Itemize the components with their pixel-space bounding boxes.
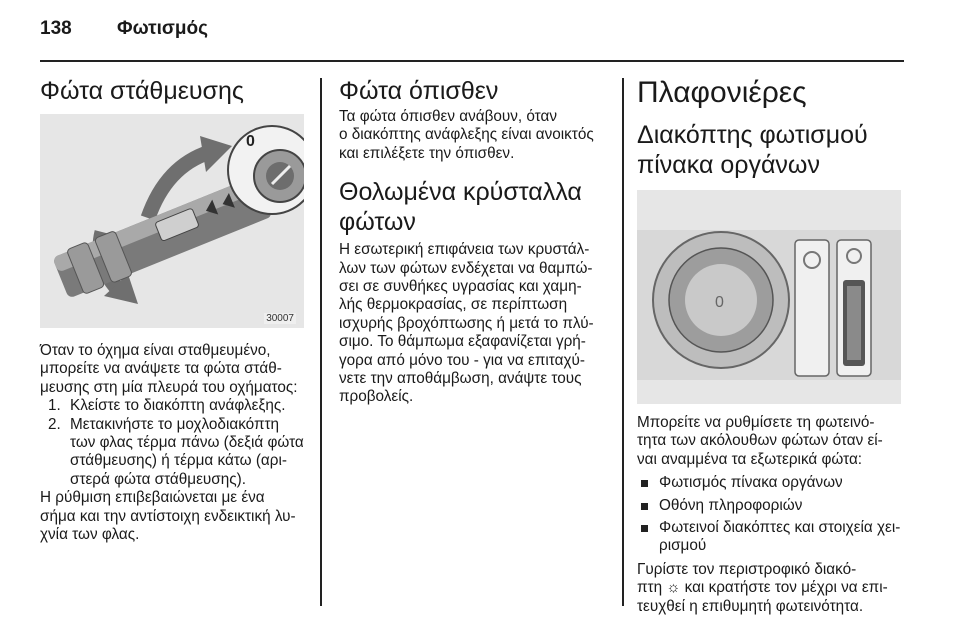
dimmer-outro-line-1: Γυρίστε τον περιστροφικό διακό-: [637, 560, 857, 578]
step-line: Μετακινήστε το μοχλοδιακόπτη: [70, 415, 280, 433]
turn-signal-lever-illustration: [40, 114, 304, 328]
step-line: στάθμευσης) ή τέρμα κάτω (αρι-: [70, 452, 287, 470]
bullet-square-icon: [641, 519, 659, 556]
fogged-line-4: λής θερμοκρασίας, σε περίπτωση: [339, 296, 568, 314]
dimmer-intro-line-1: Μπορείτε να ρυθμίσετε τη φωτεινό-: [637, 414, 875, 431]
section-title: Φωτισμός: [117, 18, 208, 39]
figure-code: 30007: [266, 313, 294, 324]
ignition-off-label: 0: [246, 133, 255, 150]
fogged-line-3: σει σε συνθήκες υγρασίας και χαμη-: [339, 278, 582, 296]
intro-line-3: μευσης στη μία πλευρά του οχήματος:: [40, 378, 298, 396]
dimmer-heading-line-1: Διακόπτης φωτισμού: [637, 121, 868, 149]
bullet-square-icon: [641, 497, 659, 515]
dimmer-switch-heading: [637, 120, 901, 180]
column-middle: [339, 76, 611, 407]
dimmer-outro-line-3: τευχθεί η επιθυμητή φωτεινότητα.: [637, 597, 864, 615]
fogged-heading-line-1: Θολωμένα κρύσταλλα: [339, 178, 582, 207]
column-divider-1: [320, 78, 322, 606]
column-divider-2: [622, 78, 624, 606]
outro-line-3: χνία των φλας.: [40, 526, 140, 544]
list-item: [641, 519, 901, 556]
fogged-line-9: προβολείς.: [339, 388, 414, 406]
bullet-line: Φωτισμός πίνακα οργάνων: [659, 474, 843, 492]
light-switch-panel-illustration: [637, 190, 901, 404]
steps-list: [48, 397, 308, 489]
fogged-line-1: Η εσωτερική επιφάνεια των κρυστάλ-: [339, 241, 590, 259]
bullet-square-icon: [641, 474, 659, 492]
fogged-line-6: σιμο. Το θάμπωμα εξαφανίζεται γρή-: [339, 333, 586, 351]
intro-line-2: μπορείτε να ανάψετε τα φώτα στάθ-: [40, 360, 282, 378]
column-right: [637, 76, 901, 616]
reverse-lights-heading: Φώτα όπισθεν: [339, 77, 499, 105]
dimmer-outro-line-2: πτη ☼ και κρατήστε τον μέχρι να επι-: [637, 579, 888, 597]
page-header: [40, 18, 920, 48]
dimmable-lights-list: [641, 474, 901, 556]
dimmer-intro-line-2: τητα των ακόλουθων φώτων όταν εί-: [637, 432, 883, 450]
list-item: [641, 474, 901, 492]
fogged-line-2: λων των φώτων ενδέχεται να θαμπώ-: [339, 259, 593, 277]
step-line: Κλείστε το διακόπτη ανάφλεξης.: [70, 397, 286, 415]
bullet-line: Φωτεινοί διακόπτες και στοιχεία χει-: [659, 519, 901, 537]
fogged-line-7: γορα από μόνο του - για να επιταχύ-: [339, 351, 585, 369]
reverse-line-3: και επιλέξετε την όπισθεν.: [339, 144, 515, 162]
step-number: 2.: [48, 415, 61, 433]
column-left: [40, 76, 308, 544]
list-item: [641, 497, 901, 515]
step-line: των φλας τέρμα πάνω (δεξιά φώτα: [70, 434, 304, 452]
bullet-line: Οθόνη πληροφοριών: [659, 496, 803, 514]
interior-lights-heading: Πλαφονιέρες: [637, 76, 807, 109]
knob-zero-label: 0: [715, 294, 724, 311]
fogged-lenses-heading: [339, 177, 611, 237]
light-switch-panel-figure: [637, 190, 901, 404]
reverse-line-1: Τα φώτα όπισθεν ανάβουν, όταν: [339, 108, 557, 125]
intro-line-1: Όταν το όχημα είναι σταθμευμένο,: [40, 342, 271, 359]
turn-signal-lever-figure: [40, 114, 304, 328]
step-line: στερά φώτα στάθμευσης).: [70, 470, 246, 488]
header-divider: [40, 60, 904, 62]
fogged-line-8: νετε την αποθάμβωση, ανάψτε τους: [339, 370, 582, 388]
parking-lights-heading: Φώτα στάθμευσης: [40, 77, 244, 105]
step-item: [48, 397, 308, 415]
fog-light-button-icon: [795, 240, 829, 376]
fogged-heading-line-2: φώτων: [339, 208, 416, 237]
step-number: 1.: [48, 397, 61, 415]
reverse-line-2: ο διακόπτης ανάφλεξης είναι ανοικτός: [339, 126, 594, 144]
bullet-line: ρισμού: [659, 537, 707, 555]
outro-line-2: σήμα και την αντίστοιχη ενδεικτική λυ-: [40, 507, 296, 525]
page-number: 138: [40, 18, 72, 39]
outro-line-1: Η ρύθμιση επιβεβαιώνεται με ένα: [40, 489, 265, 507]
step-item: [48, 416, 308, 490]
dimmer-heading-line-2: πίνακα οργάνων: [637, 151, 820, 179]
dimmer-intro-line-3: ναι αναμμένα τα εξωτερικά φώτα:: [637, 450, 863, 468]
fogged-line-5: ισχυρής βροχόπτωσης ή μετά το πλύ-: [339, 314, 594, 332]
